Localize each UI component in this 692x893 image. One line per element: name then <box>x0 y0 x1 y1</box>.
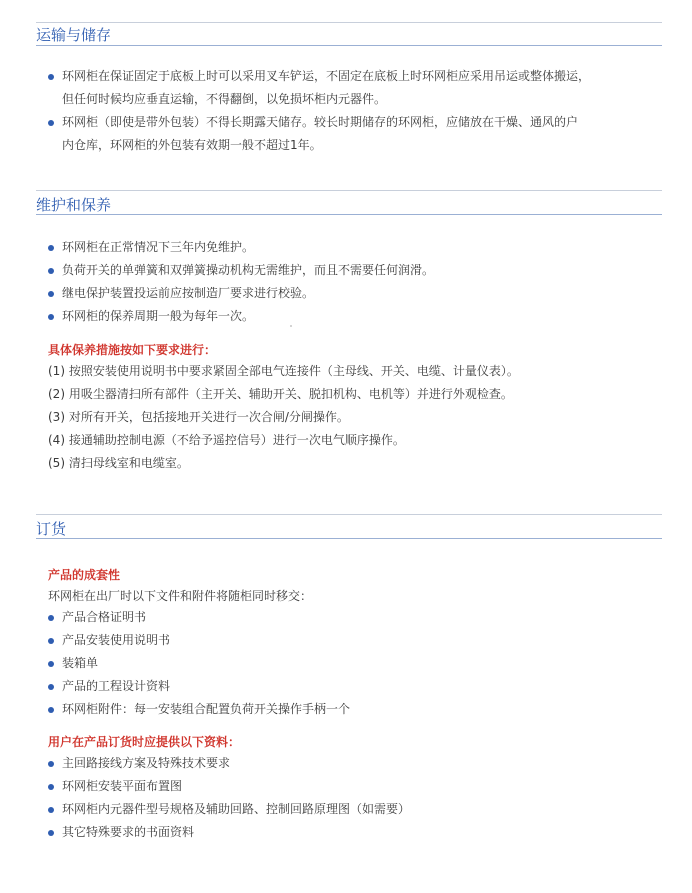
list-item: 产品的工程设计资料 <box>48 675 648 698</box>
user-info-list <box>48 752 648 844</box>
bullet-icon <box>48 707 54 713</box>
list-item: 环网柜在正常情况下三年内免维护。 <box>48 236 648 259</box>
completeness-heading: 产品的成套性 <box>48 568 121 582</box>
scan-speck <box>290 325 292 327</box>
list-item: 产品安装使用说明书 <box>48 629 648 652</box>
list-item: 环网柜内元器件型号规格及辅助回路、控制回路原理图（如需要） <box>48 798 648 821</box>
list-item: (3) 对所有开关，包括接地开关进行一次合闸/分闸操作。 <box>48 410 349 424</box>
list-item-continuation: 内仓库，环网柜的外包装有效期一般不超过1年。 <box>62 138 322 152</box>
bullet-icon <box>48 615 54 621</box>
section-divider-top <box>36 190 662 191</box>
bullet-icon <box>48 120 54 126</box>
completeness-list <box>48 606 648 721</box>
bullet-icon <box>48 268 54 274</box>
section-underline <box>36 45 662 46</box>
list-item: (4) 接通辅助控制电源（不给予遥控信号）进行一次电气顺序操作。 <box>48 433 405 447</box>
bullet-icon <box>48 314 54 320</box>
section-divider-top <box>36 22 662 23</box>
list-item: (1) 按照安装使用说明书中要求紧固全部电气连接件（主母线、开关、电缆、计量仪表）。 <box>48 364 519 378</box>
bullet-icon <box>48 245 54 251</box>
section-title-ordering: 订货 <box>36 520 67 538</box>
section-underline <box>36 214 662 215</box>
list-item: 产品合格证明书 <box>48 606 648 629</box>
list-item: 其它特殊要求的书面资料 <box>48 821 648 844</box>
list-item: 环网柜的保养周期一般为每年一次。 <box>48 305 648 328</box>
list-item: 主回路接线方案及特殊技术要求 <box>48 752 648 775</box>
list-item: 环网柜（即使是带外包装）不得长期露天储存。较长时期储存的环网柜，应储放在干燥、通风的户 <box>48 111 648 134</box>
bullet-icon <box>48 830 54 836</box>
list-item: (2) 用吸尘器清扫所有部件（主开关、辅助开关、脱扣机构、电机等）并进行外观检查。 <box>48 387 513 401</box>
section-underline <box>36 538 662 539</box>
bullet-icon <box>48 638 54 644</box>
measures-list <box>48 360 648 475</box>
list-item: 负荷开关的单弹簧和双弹簧操动机构无需维护，而且不需要任何润滑。 <box>48 259 648 282</box>
section-title-maintenance: 维护和保养 <box>36 196 112 214</box>
list-item: 环网柜安装平面布置图 <box>48 775 648 798</box>
list-item: 装箱单 <box>48 652 648 675</box>
section-title-transport: 运输与储存 <box>36 26 112 44</box>
list-item: 环网柜附件：每一安装组合配置负荷开关操作手柄一个 <box>48 698 648 721</box>
bullet-icon <box>48 807 54 813</box>
bullet-icon <box>48 661 54 667</box>
bullet-icon <box>48 784 54 790</box>
section-divider-top <box>36 514 662 515</box>
transport-list <box>48 65 648 157</box>
list-item: 继电保护装置投运前应按制造厂要求进行校验。 <box>48 282 648 305</box>
bullet-icon <box>48 291 54 297</box>
bullet-icon <box>48 761 54 767</box>
measures-heading: 具体保养措施按如下要求进行： <box>48 343 217 357</box>
bullet-icon <box>48 74 54 80</box>
bullet-icon <box>48 684 54 690</box>
list-item: (5) 清扫母线室和电缆室。 <box>48 456 189 470</box>
maintenance-list <box>48 236 648 328</box>
completeness-intro: 环网柜在出厂时以下文件和附件将随柜同时移交： <box>48 589 313 603</box>
list-item: 环网柜在保证固定于底板上时可以采用叉车铲运，不固定在底板上时环网柜应采用吊运或整体搬运， <box>48 65 648 88</box>
user-info-heading: 用户在产品订货时应提供以下资料： <box>48 735 241 749</box>
list-item-continuation: 但任何时候均应垂直运输，不得翻倒，以免损坏柜内元器件。 <box>62 92 387 106</box>
